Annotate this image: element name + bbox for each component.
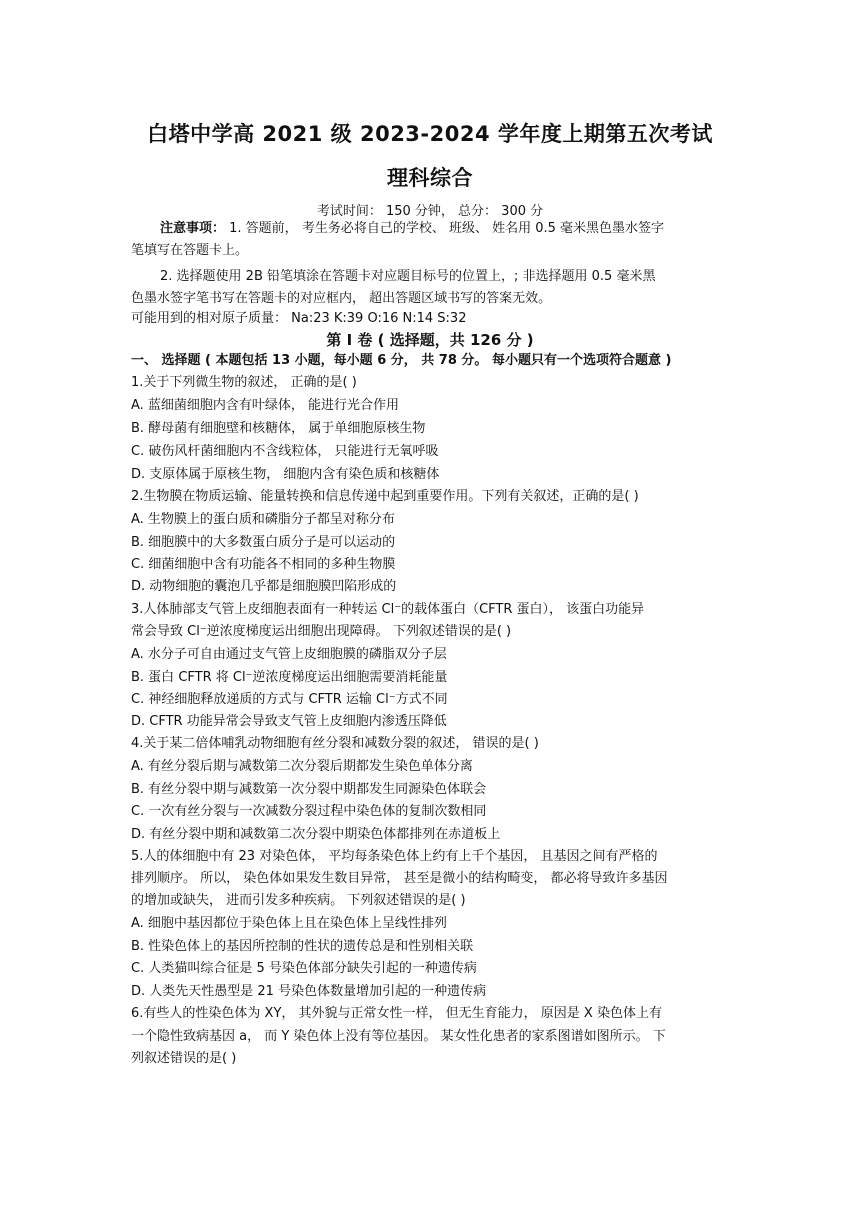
q1-option-c: C. 破伤风杆菌细胞内不含线粒体， 只能进行无氧呼吸 [131,444,439,459]
notice-item1-line1: 1. 答题前， 考生务必将自己的学校、 班级、 姓名用 0.5 毫米黑色墨水签字 [225,221,665,236]
notice-item1-line2: 笔填写在答题卡上。 [131,243,249,258]
q3-option-d: D. CFTR 功能异常会导致支气管上皮细胞内渗透压降低 [131,714,447,729]
q3-stem-line2: 常会导致 Cl⁻逆浓度梯度运出细胞出现障碍。 下列叙述错误的是( ) [131,624,512,639]
q6-stem-line1: 6.有些人的性染色体为 XY， 其外貌与正常女性一样， 但无生育能力， 原因是 X 染色体上有 [131,1006,662,1021]
q1-stem: 1.关于下列微生物的叙述， 正确的是( ) [131,375,357,390]
q4-option-c: C. 一次有丝分裂与一次减数分裂过程中染色体的复制次数相同 [131,804,487,819]
q2-option-b: B. 细胞膜中的大多数蛋白质分子是可以运动的 [131,535,396,550]
exam-title: 白塔中学高 2021 级 2023-2024 学年度上期第五次考试 [147,122,713,146]
q2-option-d: D. 动物细胞的囊泡几乎都是细胞膜凹陷形成的 [131,579,397,594]
q6-stem-line3: 列叙述错误的是( ) [131,1051,237,1066]
q1-option-a: A. 蓝细菌细胞内含有叶绿体， 能进行光合作用 [131,398,400,413]
q1-option-d: D. 支原体属于原核生物， 细胞内含有染色质和核糖体 [131,467,440,482]
q5-stem-line3: 的增加或缺失， 进而引发多种疾病。 下列叙述错误的是( ) [131,893,466,908]
exam-subtitle: 理科综合 [387,166,473,190]
q6-stem-line2: 一个隐性致病基因 a， 而 Y 染色体上没有等位基因。 某女性化患者的家系图谱如图所示。 下 [131,1029,666,1044]
q4-option-d: D. 有丝分裂中期和减数第二次分裂中期染色体都排列在赤道板上 [131,827,501,842]
notice-item2-line2: 色墨水签字笔书写在答题卡的对应框内， 超出答题区域书写的答案无效。 [131,291,552,306]
section-part: 一、 选择题 ( 本题包括 13 小题，每小题 6 分， 共 78 分。 每小题只有一个选项符合题意 ) [131,353,672,368]
q5-stem-line1: 5.人的体细胞中有 23 对染色体， 平均每条染色体上约有上千个基因， 且基因之间有严格的 [131,849,658,864]
q1-option-b: B. 酵母菌有细胞壁和核糖体， 属于单细胞原核生物 [131,421,426,436]
q2-option-c: C. 细菌细胞中含有功能各不相同的多种生物膜 [131,557,396,572]
q2-stem: 2.生物膜在物质运输、能量转换和信息传递中起到重要作用。下列有关叙述，正确的是( ) [131,489,639,504]
q4-stem: 4.关于某二倍体哺乳动物细胞有丝分裂和减数分裂的叙述， 错误的是( ) [131,736,539,751]
notice-line-1 [160,219,760,239]
notice-label: 注意事项： [160,221,226,236]
q4-option-b: B. 有丝分裂中期与减数第一次分裂中期都发生同源染色体联会 [131,782,487,797]
q3-option-a: A. 水分子可自由通过支气管上皮细胞膜的磷脂双分子层 [131,647,447,662]
q3-option-b: B. 蛋白 CFTR 将 Cl⁻逆浓度梯度运出细胞需要消耗能量 [131,670,448,685]
notice-item2-line1: 2. 选择题使用 2B 铅笔填涂在答题卡对应题目标号的位置上，; 非选择题用 0.5 毫米黑 [160,269,656,284]
exam-info: 考试时间： 150 分钟， 总分： 300 分 [316,204,544,219]
q4-option-a: A. 有丝分裂后期与减数第二次分裂后期都发生染色单体分离 [131,759,473,774]
q5-option-d: D. 人类先天性愚型是 21 号染色体数量增加引起的一种遗传病 [131,984,487,999]
q3-option-c: C. 神经细胞释放递质的方式与 CFTR 运输 Cl⁻方式不同 [131,692,448,707]
section-heading: 第 Ⅰ 卷 ( 选择题，共 126 分 ) [326,331,534,349]
q3-stem-line1: 3.人体肺部支气管上皮细胞表面有一种转运 Cl⁻的载体蛋白（CFTR 蛋白）， 该蛋白功能异 [131,602,645,617]
atomic-masses: 可能用到的相对原子质量： Na:23 K:39 O:16 N:14 S:32 [131,311,467,326]
q5-option-c: C. 人类猫叫综合征是 5 号染色体部分缺失引起的一种遗传病 [131,961,477,976]
q5-stem-line2: 排列顺序。 所以， 染色体如果发生数目异常， 甚至是微小的结构畸变， 都必将导致许多基因 [131,871,668,886]
q2-option-a: A. 生物膜上的蛋白质和磷脂分子都呈对称分布 [131,512,395,527]
q5-option-a: A. 细胞中基因都位于染色体上且在染色体上呈线性排列 [131,916,447,931]
q5-option-b: B. 性染色体上的基因所控制的性状的遗传总是和性别相关联 [131,939,474,954]
